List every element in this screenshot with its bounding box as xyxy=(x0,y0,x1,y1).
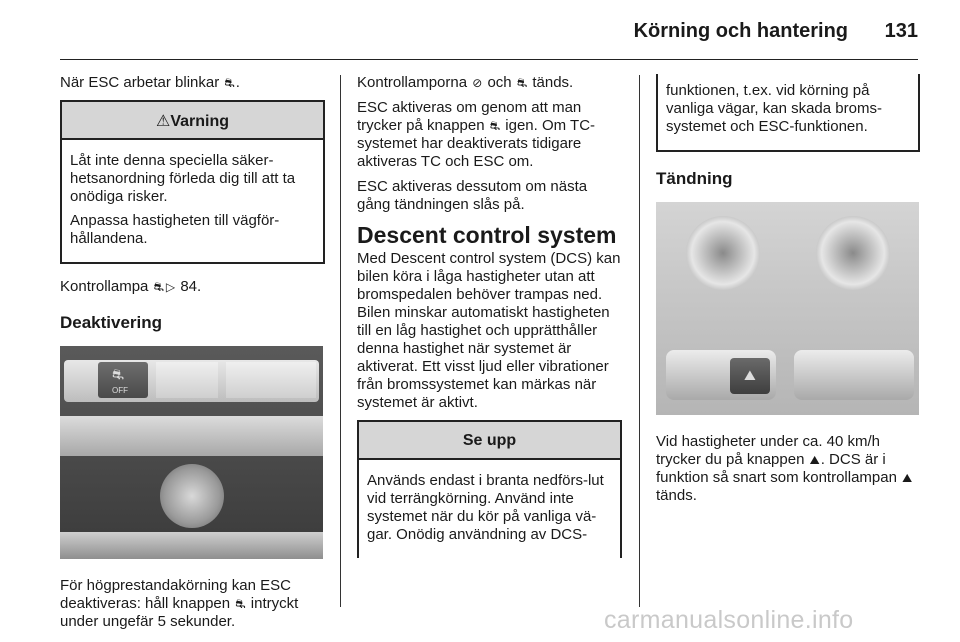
warning-title: Varning xyxy=(170,113,230,130)
esc-off-icon: ⛐ xyxy=(112,367,125,383)
warning-box xyxy=(60,100,325,264)
lamp-reference: Kontrollampa ⛐ ▷ 84. xyxy=(60,278,202,295)
warning-box-header xyxy=(62,102,323,140)
heading-deactivation: Deaktivering xyxy=(60,313,163,332)
esc-button-photo xyxy=(60,346,323,559)
caution-text-continued: funktionen, t.ex. vid körning på vanliga vägar, kan skada broms-systemet och ESC-funktionen. xyxy=(666,82,882,135)
dcs-icon: ⛰ xyxy=(809,453,820,467)
caution-box xyxy=(357,420,622,558)
right-knob-image xyxy=(816,216,890,290)
tc-off-icon: ⊘ xyxy=(472,76,483,90)
page-title: Körning och hantering xyxy=(633,20,848,42)
dcs-button-image xyxy=(730,358,770,394)
heading-dcs: Descent control system xyxy=(357,222,617,248)
column-3 xyxy=(656,74,920,512)
column-1 xyxy=(60,74,325,638)
deactivate-text: För högprestandakörning kan ESC deaktiveras: håll knappen ⛐ intryckt under ungefär 5 sekunder. xyxy=(60,577,299,630)
heading-ignition: Tändning xyxy=(656,169,733,188)
watermark: carmanualsonline.info xyxy=(604,606,854,634)
column-divider xyxy=(639,75,640,607)
caution-text: Används endast i branta nedförs-lut vid terrängkörning. Använd inte systemet när du kör på vanliga vä-gar. Onödig användning av DCS- xyxy=(367,472,604,543)
page-number: 131 xyxy=(884,20,918,42)
warning-triangle-icon: ⚠ xyxy=(155,111,171,130)
esc-lamp-icon: ⛐ xyxy=(153,280,164,294)
dcs-button-photo xyxy=(656,202,919,415)
dcs-icon: ⛰ xyxy=(744,368,756,384)
esc-lamp-icon: ⛐ xyxy=(516,76,528,90)
page-ref-arrow-icon: ▷ xyxy=(165,280,176,294)
left-knob-image xyxy=(686,216,760,290)
caution-box-continued xyxy=(656,74,920,152)
esc-lamp-icon: ⛐ xyxy=(224,76,235,90)
warning-text-1: Låt inte denna speciella säker-hetsanordning förleda dig till att ta onödiga risker. xyxy=(70,152,296,205)
dcs-text: Med Descent control system (DCS) kan bilen köra i låga hastigheter utan att bromspedalen behöver trampas ned. Bilen minskar automatiskt hastigheten till en låg hastighet och upprätthåller denna hastighet när systemet är aktiverat. Ett visst ljud eller vibrationer från bromssystemet kan märkas när systemet är aktivt. xyxy=(357,250,621,411)
lamps-text: Kontrollamporna ⊘ och ⛐ tänds. xyxy=(357,74,574,91)
esc-off-icon: ⛐ xyxy=(235,597,246,611)
column-2 xyxy=(357,74,622,572)
ignition-text: Vid hastigheter under ca. 40 km/h trycker du på knappen ⛰. DCS är i funktion så snart som kontrollampan ⛰ tänds. xyxy=(656,433,913,504)
esc-off-button-image: ⛐ OFF xyxy=(98,362,148,398)
dcs-icon: ⛰ xyxy=(902,471,913,485)
caution-title: Se upp xyxy=(462,432,517,449)
esc-off-icon: ⛐ xyxy=(489,119,501,133)
column-divider xyxy=(340,75,341,607)
caution-box-header xyxy=(359,422,620,460)
header-divider xyxy=(60,59,918,60)
reactivate-next-text: ESC aktiveras dessutom om nästa gång tändningen slås på. xyxy=(357,178,588,213)
reactivate-text: ESC aktiveras om genom att man trycker på knappen ⛐ igen. Om TC-systemet har deaktiverats tidigare aktiveras TC och ESC om. xyxy=(357,99,596,170)
page-header xyxy=(60,14,918,48)
warning-text-2: Anpassa hastigheten till vägför-hållandena. xyxy=(70,212,280,247)
rotary-knob-image xyxy=(160,464,224,528)
esc-intro: När ESC arbetar blinkar ⛐. xyxy=(60,74,240,91)
